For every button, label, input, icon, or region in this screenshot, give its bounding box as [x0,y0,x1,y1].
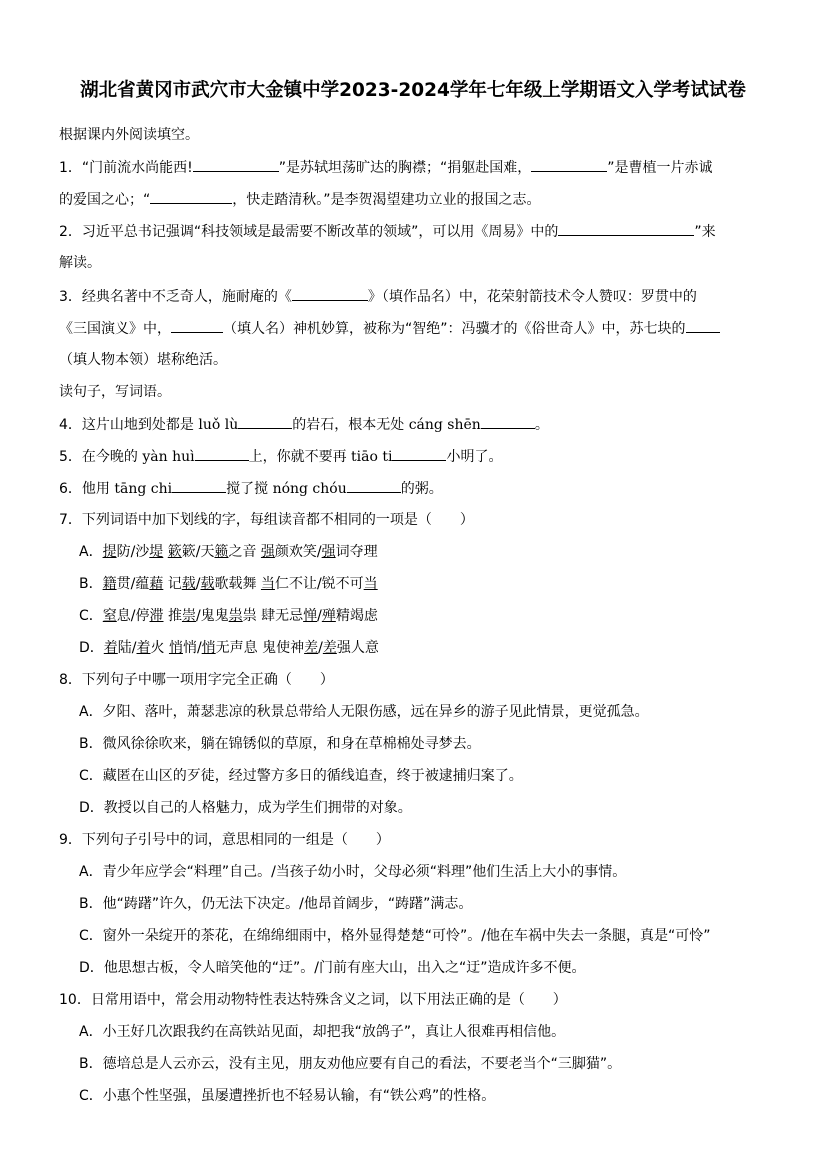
option-text: 陆/ [117,640,137,656]
option-text: 悄/ [182,640,202,656]
answer-blank[interactable] [392,446,446,461]
question-7-option-b[interactable] [79,574,378,594]
option-text: 无声息 鬼使神 [215,640,305,656]
q4-text-c: 。 [534,417,549,433]
question-3-line-1 [59,286,697,307]
q1-text-e: ，快走踏清秋。”是李贺渴望建功立业的报国之志。 [232,192,541,208]
option-text: 贯/蕴 [116,576,150,592]
question-9-option-b[interactable]: B．他“踌躇”许久，仍无法下决定。/他昂首阔步，“踌躇”满志。 [79,896,473,912]
option-text: C． [79,608,103,624]
option-text: /鬼鬼 [195,608,229,624]
underlined-character: 崇 [181,608,196,624]
q2-text-b: ”来 [694,224,716,240]
q6-text-a: 6．他用 [59,481,115,497]
question-2-line-2: 解读。 [59,255,101,271]
underlined-character: 惮 [303,608,318,624]
question-9-option-d[interactable]: D．他思想古板，令人暗笑他的“迂”。/门前有座大山，出入之“迂”造成许多不便。 [79,960,586,976]
q1-text-a: 1．“门前流水尚能西! [59,160,193,176]
q4-text-a: 4．这片山地到处都是 [59,417,199,433]
question-9-option-a[interactable]: A．青少年应学会“料理”自己。/当孩子幼小时，父母必须“料理”他们生活上大小的事情。 [79,864,627,880]
answer-blank[interactable] [686,318,720,333]
option-text: 祟 肆无忌 [242,608,304,624]
underlined-character: 祟 [228,608,243,624]
answer-blank[interactable] [481,414,535,429]
underlined-character: 强 [321,544,336,560]
question-7-option-a[interactable] [79,542,378,562]
option-text: 簌/天 [181,544,215,560]
question-8-option-b[interactable]: B．微风徐徐吹来，躺在锦锈似的草原，和身在草棉棉处寻梦去。 [79,736,481,752]
question-10-stem: 10．日常用语中，常会用动物特性表达特殊含义之词，以下用法正确的是（ ） [59,992,567,1008]
page-title: 湖北省黄冈市武穴市大金镇中学2023-2024学年七年级上学期语文入学考试试卷 [80,80,746,101]
option-text: / [195,576,201,592]
q1-text-b: ”是苏轼坦荡旷达的胸襟；“捐躯赴国难， [278,160,532,176]
option-text: 词夺理 [335,544,378,560]
answer-blank[interactable] [531,157,607,172]
pinyin: tāng chi [114,481,173,497]
underlined-character: 当 [260,576,275,592]
answer-blank[interactable] [195,446,249,461]
answer-blank[interactable] [292,286,368,301]
question-10-option-a[interactable]: A．小王好几次跟我约在高铁站见面，却把我“放鸽子”，真让人很难再相信他。 [79,1024,566,1040]
question-8-option-d[interactable]: D．教授以自己的人格魅力，成为学生们拥带的对象。 [79,800,412,816]
pinyin: tiāo ti [351,449,393,465]
option-text: / [317,608,322,624]
question-5 [59,446,502,467]
option-text: / [318,640,323,656]
option-text: D． [79,640,104,656]
option-text: 推 [163,608,182,624]
option-text: 强人意 [336,640,379,656]
section-instruction-reading: 根据课内外阅读填空。 [59,127,199,143]
q1-text-d: 的爱国之心；“ [59,192,151,208]
option-text: 颜欢笑/ [274,544,322,560]
q3-text-b: 》（填作品名）中，花荣射箭技术令人赞叹：罗贯中的 [367,289,697,305]
q6-text-c: 的粥。 [400,481,443,497]
underlined-character: 当 [363,576,378,592]
q6-text-b: 搅了搅 [226,481,273,497]
question-1-line-1 [59,157,713,178]
underlined-character: 载 [181,576,196,592]
underlined-character: 悄 [201,640,216,656]
pinyin: yàn huì [142,449,195,465]
option-text: 防/沙 [116,544,150,560]
underlined-character: 着 [103,640,118,656]
underlined-character: 差 [304,640,319,656]
underlined-character: 着 [136,640,151,656]
q3-text-a: 3．经典名著中不乏奇人，施耐庵的《 [59,289,292,305]
underlined-character: 强 [260,544,275,560]
answer-blank[interactable] [171,318,223,333]
question-3-line-3: （填人物本领）堪称绝活。 [59,352,227,368]
pinyin: nóng chóu [272,481,347,497]
question-8-stem: 8．下列句子中哪一项用字完全正确（ ） [59,672,334,688]
question-7-option-d[interactable] [79,638,379,658]
question-8-option-a[interactable]: A．夕阳、落叶，萧瑟悲凉的秋景总带给人无限伤感，远在异乡的游子见此情景，更觉孤急。 [79,704,649,720]
q5-text-c: 小明了。 [446,449,503,465]
q4-text-b: 的岩石，根本无处 [292,417,409,433]
option-text: 歌载舞 [214,576,261,592]
underlined-character: 簌 [167,544,182,560]
q3-text-c: 《三国演义》中， [59,321,171,337]
underlined-character: 殚 [321,608,336,624]
underlined-character: 滞 [149,608,164,624]
underlined-character: 堤 [149,544,164,560]
option-text: 记 [163,576,182,592]
option-text: B． [79,576,103,592]
q5-text-b: 上，你就不要再 [248,449,352,465]
question-7-option-c[interactable] [79,606,378,626]
q2-text-a: 2．习近平总书记强调“科技领域是最需要不断改革的领域”，可以用《周易》中的 [59,224,559,240]
question-7-stem: 7．下列词语中加下划线的字，每组读音都不相同的一项是（ ） [59,512,474,528]
underlined-character: 籍 [102,576,117,592]
q5-text-a: 5．在今晚的 [59,449,143,465]
q1-text-c: ”是曹植一片赤诚 [607,160,713,176]
answer-blank[interactable] [347,478,401,493]
option-text: 之音 [228,544,261,560]
underlined-character: 载 [200,576,215,592]
question-1-line-2 [59,189,541,210]
pinyin: cáng shēn [408,417,481,433]
answer-blank[interactable] [193,157,279,172]
section-instruction-words: 读句子，写词语。 [59,384,171,400]
underlined-character: 藉 [149,576,164,592]
answer-blank[interactable] [238,414,292,429]
question-10-option-c[interactable]: C．小惠个性坚强，虽屡遭挫折也不轻易认输，有“铁公鸡”的性格。 [79,1088,496,1104]
question-9-option-c[interactable]: C．窗外一朵绽开的茶花，在绵绵细雨中，格外显得楚楚“可怜”。/他在车祸中失去一条腿，真是“可怜” [79,928,711,944]
option-text: A． [79,544,103,560]
question-4 [59,414,549,435]
question-3-line-2 [59,318,720,339]
underlined-character: 差 [322,640,337,656]
option-text: 精竭虑 [335,608,378,624]
pinyin: luǒ lù [198,417,239,433]
option-text: 息/停 [116,608,150,624]
underlined-character: 窒 [102,608,117,624]
question-8-option-c[interactable]: C．藏匿在山区的歹徒，经过警方多日的循线追查，终于被逮捕归案了。 [79,768,523,784]
answer-blank[interactable] [172,478,226,493]
option-text: 火 [150,640,169,656]
question-2-line-1 [59,221,716,242]
question-10-option-b[interactable]: B．德培总是人云亦云，没有主见，朋友劝他应要有自己的看法，不要老当个“三脚猫”。 [79,1056,622,1072]
question-6 [59,478,443,499]
underlined-character: 悄 [168,640,183,656]
answer-blank[interactable] [150,189,232,204]
answer-blank[interactable] [558,221,694,236]
q3-text-d: （填人名）神机妙算，被称为“智绝”：冯骥才的《俗世奇人》中，苏七块的 [223,321,686,337]
underlined-character: 提 [102,544,117,560]
underlined-character: 籁 [214,544,229,560]
option-text: 仁不让/锐不可 [274,576,364,592]
question-9-stem: 9．下列句子引号中的词，意思相同的一组是（ ） [59,832,390,848]
